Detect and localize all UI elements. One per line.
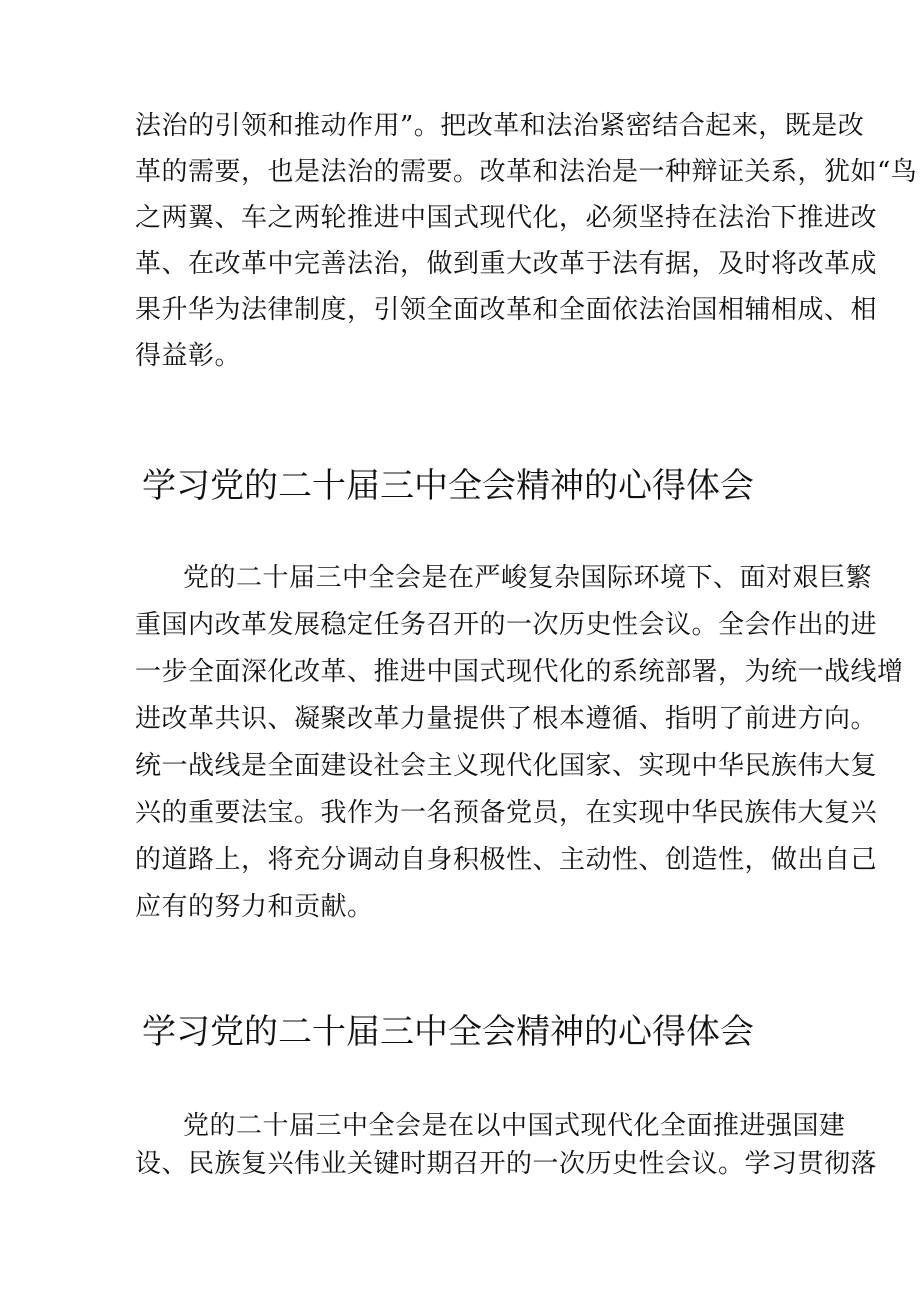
paragraph-line: 设、民族复兴伟业关键时期召开的一次历史性会议。学习贯彻落 bbox=[135, 1149, 878, 1179]
paragraph-line: 统一战线是全面建设社会主义现代化国家、实现中华民族伟大复 bbox=[135, 751, 878, 781]
section-title: 学习党的二十届三中全会精神的心得体会 bbox=[142, 466, 754, 506]
paragraph-line: 法治的引领和推动作用”。把改革和法治紧密结合起来，既是改 bbox=[135, 111, 865, 141]
paragraph-line: 的道路上，将充分调动自身积极性、主动性、创造性，做出自己 bbox=[135, 845, 878, 875]
paragraph-line: 应有的努力和贡献。 bbox=[135, 892, 374, 922]
paragraph-line: 兴的重要法宝。我作为一名预备党员，在实现中华民族伟大复兴 bbox=[135, 798, 878, 828]
paragraph-line: 果升华为法律制度，引领全面改革和全面依法治国相辅相成、相 bbox=[135, 295, 878, 325]
paragraph-line: 进改革共识、凝聚改革力量提供了根本遵循、指明了前进方向。 bbox=[135, 704, 878, 734]
paragraph-line: 革、在改革中完善法治，做到重大改革于法有据，及时将改革成 bbox=[135, 249, 878, 279]
paragraph-line: 重国内改革发展稳定任务召开的一次历史性会议。全会作出的进 bbox=[135, 610, 878, 640]
paragraph-line: 一步全面深化改革、推进中国式现代化的系统部署，为统一战线增 bbox=[135, 657, 904, 687]
paragraph-line: 革的需要，也是法治的需要。改革和法治是一种辩证关系，犹如“鸟 bbox=[135, 157, 918, 187]
section-title: 学习党的二十届三中全会精神的心得体会 bbox=[142, 1012, 754, 1052]
paragraph-line: 之两翼、车之两轮推进中国式现代化，必须坚持在法治下推进改 bbox=[135, 203, 878, 233]
paragraph-line: 得益彰。 bbox=[135, 341, 242, 371]
paragraph-line: 党的二十届三中全会是在严峻复杂国际环境下、面对艰巨繁 bbox=[183, 563, 873, 593]
paragraph-line: 党的二十届三中全会是在以中国式现代化全面推进强国建 bbox=[183, 1111, 846, 1141]
